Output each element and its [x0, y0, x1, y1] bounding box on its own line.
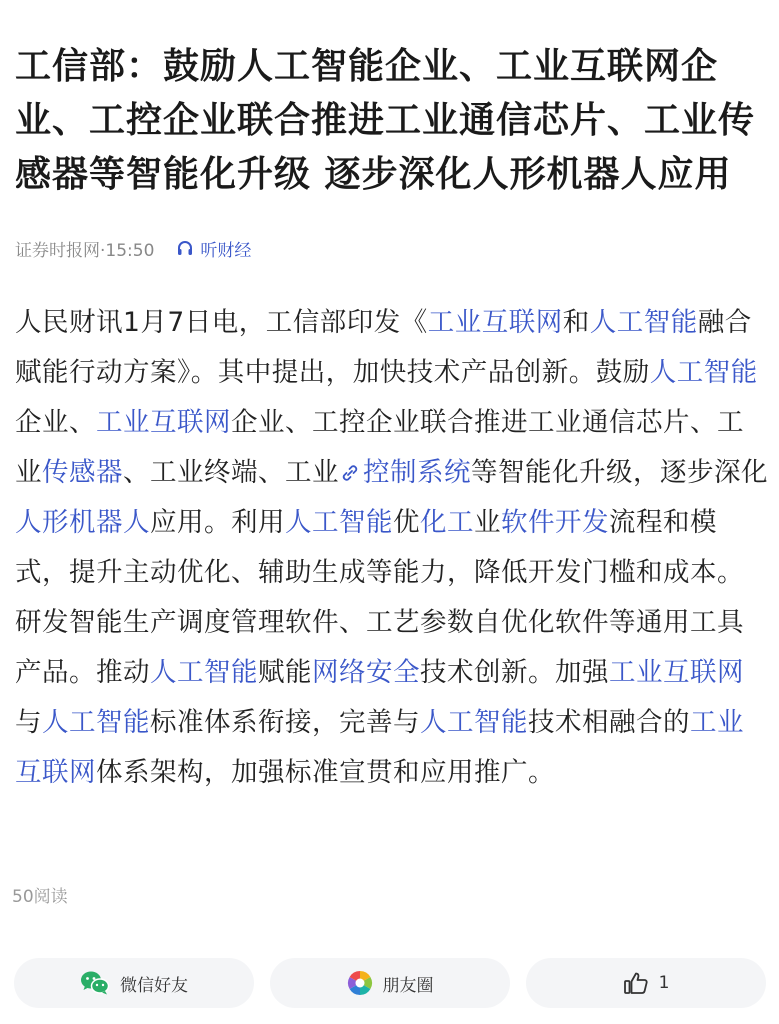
keyword-link[interactable]: 工业互联网: [96, 407, 231, 438]
body-text-segment: 和: [562, 307, 590, 338]
share-bar: [14, 958, 766, 1008]
body-text-segment: 、工业终端、工业: [123, 457, 339, 488]
body-text-segment: 融合赋能行动方案》。其中提出，加快技术产品创新。鼓励: [15, 307, 752, 388]
like-count: 1: [658, 973, 670, 993]
article-meta: [15, 236, 251, 260]
keyword-link[interactable]: 工业互联网: [427, 307, 563, 338]
body-text-segment: 流程和模式，提升主动优化、辅助生成等能力，降低开发门槛和成本。研发智能生产调度管理软件、工艺参数自优化软件等通用工具产品。推动: [15, 507, 744, 688]
listen-button[interactable]: [176, 236, 251, 261]
body-text-segment: 应用。利用: [150, 507, 285, 538]
keyword-link[interactable]: 人工智能: [589, 307, 698, 338]
keyword-link[interactable]: 人工智能: [150, 657, 258, 688]
body-text-segment: 体系架构，加强标准宣贯和应用推广。: [96, 757, 555, 788]
body-text-segment: 等智能化升级，逐步深化: [471, 457, 768, 488]
moments-icon: [347, 970, 373, 996]
keyword-link[interactable]: 工业互联网: [609, 657, 744, 688]
keyword-link[interactable]: 控制系统: [363, 457, 471, 488]
body-text-segment: 赋能: [258, 657, 312, 688]
keyword-link[interactable]: 软件开发: [501, 507, 609, 538]
share-moments-label: 朋友圈: [382, 975, 434, 996]
body-text-segment: 与: [15, 707, 42, 738]
body-text-segment: 标准体系衔接，完善与: [150, 707, 420, 738]
keyword-link[interactable]: 人形机器人: [15, 507, 150, 538]
keyword-link[interactable]: 传感器: [42, 457, 123, 488]
link-icon: [339, 462, 361, 484]
body-text-segment: 人民财讯1月7日电，工信部印发《: [15, 307, 428, 338]
keyword-link[interactable]: 化工: [420, 507, 474, 538]
keyword-link[interactable]: 人工智能: [42, 707, 150, 738]
like-button[interactable]: [526, 958, 766, 1008]
share-wechat-label: 微信好友: [120, 975, 188, 996]
keyword-link[interactable]: 网络安全: [312, 657, 420, 688]
body-text-segment: 优: [393, 507, 420, 538]
wechat-icon: [80, 970, 110, 996]
body-text-segment: 技术相融合的: [528, 707, 690, 738]
article-body: [15, 298, 770, 798]
source-time: 证券时报网·15:50: [15, 240, 155, 261]
keyword-link[interactable]: 人工智能: [285, 507, 393, 538]
body-text-segment: 企业、工控企业联合推进工业通信芯片、工业: [15, 407, 744, 488]
share-moments-button[interactable]: [270, 958, 510, 1008]
thumbs-up-icon: [623, 971, 649, 995]
headphones-icon: [176, 239, 194, 257]
article-title: 工信部：鼓励人工智能企业、工业互联网企业、工控企业联合推进工业通信芯片、工业传感器等智能化升级 逐步深化人形机器人应用: [15, 46, 756, 195]
share-wechat-button[interactable]: [14, 958, 254, 1008]
body-text-segment: 技术创新。加强: [420, 657, 609, 688]
read-count: 50阅读: [12, 887, 68, 907]
body-text-segment: 企业、: [15, 407, 96, 438]
body-text-segment: 业: [474, 507, 501, 538]
keyword-link[interactable]: 工业互联网: [15, 707, 744, 788]
keyword-link[interactable]: 人工智能: [420, 707, 528, 738]
keyword-link[interactable]: 人工智能: [649, 357, 758, 388]
listen-label: 听财经: [200, 240, 252, 261]
